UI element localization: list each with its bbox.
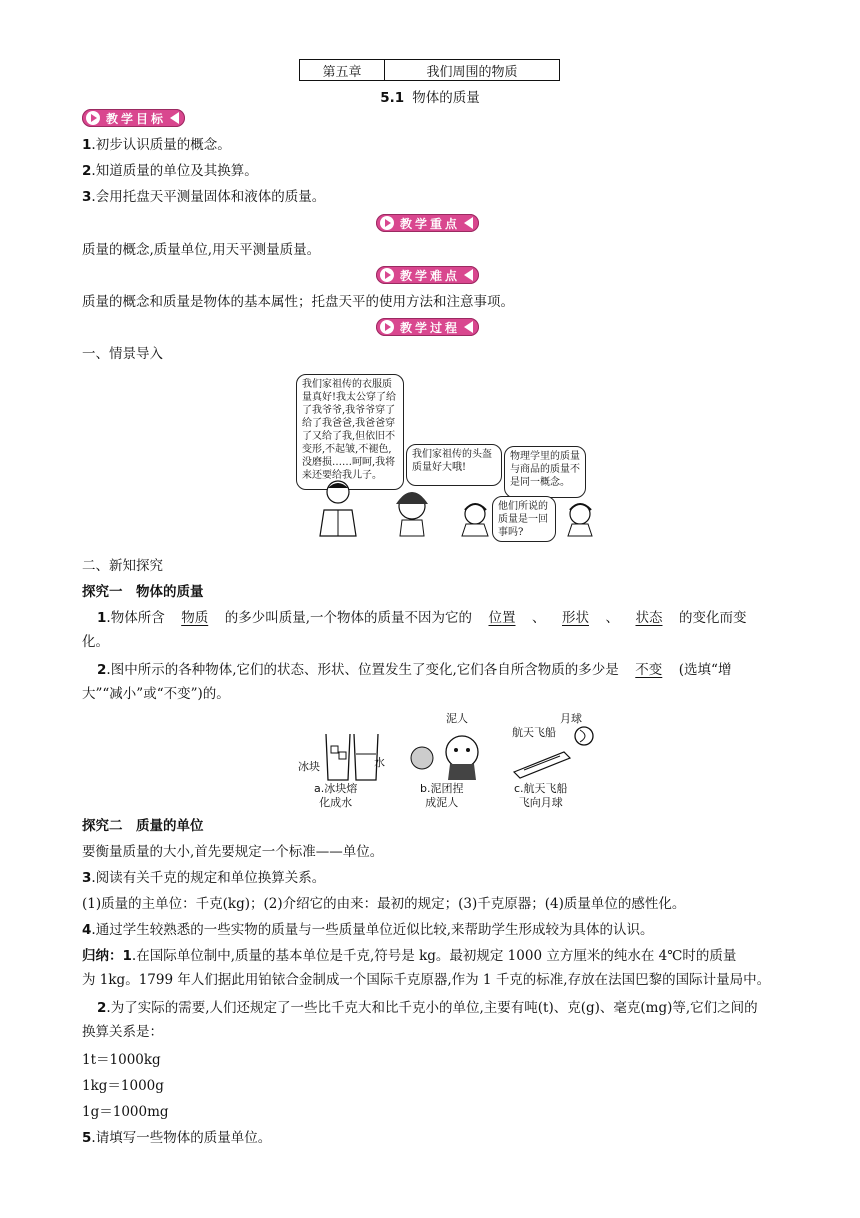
caption-b: b.泥团捏 成泥人 — [420, 782, 464, 809]
label-spaceship: 航天飞船 — [512, 726, 556, 739]
section-title — [0, 86, 860, 106]
caption-c: c.航天飞船 飞向月球 — [514, 782, 568, 809]
blank-answer: 物质 — [181, 610, 209, 626]
unit-intro: 要衡量质量的大小,首先要规定一个标准——单位。 — [82, 844, 384, 860]
label-water: 水 — [374, 756, 385, 769]
key-text: 质量的概念,质量单位,用天平测量质量。 — [82, 242, 321, 258]
question-5: 5.请填写一些物体的质量单位。 — [82, 1130, 272, 1146]
cartoon-characters-icon — [310, 480, 600, 538]
arrow-right-icon — [380, 320, 394, 334]
summary-2-cont: 换算关系是： — [82, 1024, 163, 1040]
part1-title: 一、情景导入 — [82, 346, 163, 362]
summary-1-cont: 为 1kg。1799 年人们据此用铂铱合金制成一个国际千克原器,作为 1 千克的标准,存放在法国巴黎的国际计量局中。 — [82, 972, 771, 988]
arrow-left-icon — [170, 112, 179, 124]
label-moon: 月球 — [560, 712, 582, 725]
banner-key: 教学重点 — [376, 214, 479, 232]
arrow-right-icon — [380, 216, 394, 230]
banner-goals: 教学目标 — [82, 109, 185, 127]
conversion-item: 1g＝1000mg — [82, 1104, 169, 1120]
question-2: 2.图中所示的各种物体,它们的状态、形状、位置发生了变化,它们各自所含物质的多少是 不变 (选填“增 — [97, 662, 732, 678]
explore1-title: 探究一 物体的质量 — [82, 584, 204, 600]
summary-2: 2.为了实际的需要,人们还规定了一些比千克大和比千克小的单位,主要有吨(t)、克(g)、毫克(mg)等,它们之间的 — [97, 1000, 758, 1016]
question-1: 1.物体所含 物质 的多少叫质量,一个物体的质量不因为它的 位置 、 形状 、 状态 的变化而变 — [97, 610, 747, 626]
section-name: 物体的质量 — [412, 90, 480, 106]
arrow-left-icon — [464, 321, 473, 333]
question-3-sub: (1)质量的主单位：千克(kg)；(2)介绍它的由来：最初的规定；(3)千克原器；(4)质量单位的感性化。 — [82, 896, 686, 912]
banner-difficulty: 教学难点 — [376, 266, 479, 284]
label-clayman: 泥人 — [446, 712, 468, 725]
speech-bubble-2: 我们家祖传的头盔质量好大哦! — [406, 444, 502, 486]
question-3: 3.阅读有关千克的规定和单位换算关系。 — [82, 870, 326, 886]
chapter-header — [299, 59, 560, 81]
blank-answer: 形状 — [562, 610, 589, 626]
comic-illustration — [290, 368, 590, 538]
blank-answer: 状态 — [635, 610, 663, 626]
goal-item: 3.会用托盘天平测量固体和液体的质量。 — [82, 189, 326, 205]
goal-item: 2.知道质量的单位及其换算。 — [82, 163, 258, 179]
conversion-item: 1t＝1000kg — [82, 1052, 161, 1068]
question-1-cont: 化。 — [82, 634, 109, 650]
goal-item: 1.初步认识质量的概念。 — [82, 137, 231, 153]
section-number: 5.1 — [380, 90, 405, 106]
blank-answer: 位置 — [488, 610, 516, 626]
banner-process: 教学过程 — [376, 318, 479, 336]
conversion-item: 1kg＝1000g — [82, 1078, 164, 1094]
chapter-title: 我们周围的物质 — [426, 64, 518, 80]
difficulty-text: 质量的概念和质量是物体的基本属性；托盘天平的使用方法和注意事项。 — [82, 294, 514, 310]
arrow-right-icon — [86, 111, 100, 125]
question-4: 4.通过学生较熟悉的一些实物的质量与一些质量单位近似比较,来帮助学生形成较为具体的认识。 — [82, 922, 654, 938]
blank-answer: 不变 — [635, 662, 663, 678]
arrow-left-icon — [464, 269, 473, 281]
chapter-number: 第五章 — [300, 60, 385, 80]
arrow-right-icon — [380, 268, 394, 282]
part2-title: 二、新知探究 — [82, 558, 163, 574]
figure-matter-changes — [294, 708, 604, 812]
speech-bubble-1: 我们家祖传的衣服质量真好!我太公穿了给了我爷爷,我爷爷穿了给了我爸爸,我爸爸穿了又给了我,但依旧不变形,不起皱,不褪色,没磨损……呵呵,我将来还要给我儿子。 — [296, 374, 404, 490]
caption-a: a.冰块熔 化成水 — [314, 782, 358, 809]
speech-bubble-4: 他们所说的质量是一回事吗? — [492, 496, 556, 542]
explore2-title: 探究二 质量的单位 — [82, 818, 204, 834]
speech-bubble-3: 物理学里的质量与商品的质量不是同一概念。 — [504, 446, 586, 498]
arrow-left-icon — [464, 217, 473, 229]
label-ice: 冰块 — [298, 760, 320, 773]
matter-change-drawings-icon — [294, 708, 604, 784]
question-2-cont: 大”“减小”或“不变”)的。 — [82, 686, 230, 702]
summary-1: 归纳：1.在国际单位制中,质量的基本单位是千克,符号是 kg。最初规定 1000 立方厘米的纯水在 4℃时的质量 — [82, 948, 737, 964]
